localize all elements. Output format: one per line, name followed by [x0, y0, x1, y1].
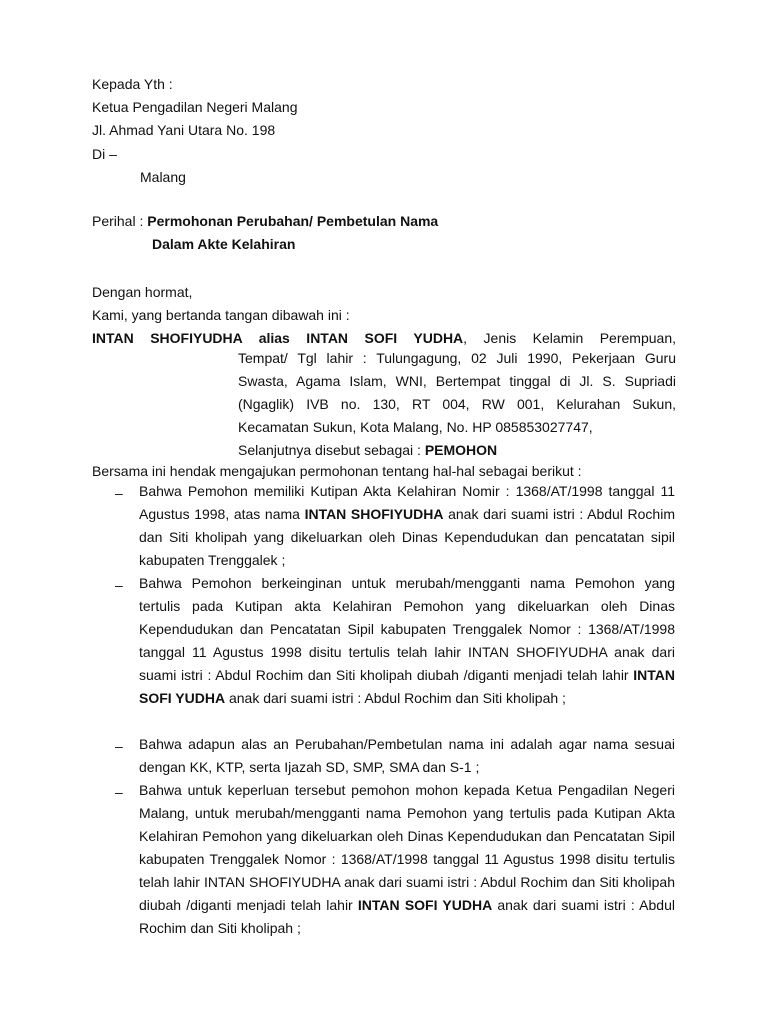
addressee-line-1: Kepada Yth :	[92, 76, 173, 92]
item-text-c: anak dari suami istri : Abdul Rochim dan Siti kholipah ;	[225, 690, 566, 706]
addressee-line-2: Ketua Pengadilan Negeri Malang	[92, 99, 298, 115]
list-item-text	[139, 572, 675, 710]
list-dash: –	[115, 784, 123, 800]
greeting: Dengan hormat,	[92, 284, 193, 300]
list-item-text	[139, 733, 675, 779]
subject-label: Perihal :	[92, 213, 148, 229]
applicant-name-line	[92, 329, 676, 347]
applicant-details	[238, 347, 676, 462]
addressee-line-3: Jl. Ahmad Yani Utara No. 198	[92, 122, 276, 138]
list-item-text	[139, 480, 675, 572]
list-item	[115, 485, 675, 572]
list-dash: –	[115, 485, 123, 501]
applicant-called-prefix: Selanjutnya disebut sebagai :	[238, 442, 425, 458]
list-dash: –	[115, 577, 123, 593]
list-item	[115, 577, 675, 710]
applicant-name: INTAN SHOFIYUDHA alias INTAN SOFI YUDHA	[92, 330, 464, 346]
item-text-bold: INTAN SOFI YUDHA	[357, 897, 493, 913]
item-text-a: Bahwa untuk keperluan tersebut pemohon mohon kepada Ketua Pengadilan Negeri Malang, untuk merubah/mengganti nama Pemohon yang tertulis pada Kutipan Akta Kelahiran Pemohon yang dikeluarkan oleh Dinas Kependudukan dan Pencatatan Sipil kabupaten Trenggalek Nomor : 1368/AT/1998 tanggal 11 Agustus 1998 disitu tertulis telah lahir INTAN SHOFIYUDHA anak dari suami istri : Abdul Rochim dan Siti kholipah diubah /diganti menjadi telah lahir	[139, 782, 675, 913]
subject-title-2: Dalam Akte Kelahiran	[152, 236, 296, 252]
intro-text: Kami, yang bertanda tangan dibawah ini :	[92, 307, 350, 323]
list-item	[115, 738, 675, 779]
subject-line	[92, 212, 438, 230]
item-text-bold: INTAN SOFI YUDHA	[139, 667, 675, 706]
applicant-called: PEMOHON	[424, 442, 498, 458]
applicant-details-text: Tempat/ Tgl lahir : Tulungagung, 02 Juli 1990, Pekerjaan Guru Swasta, Agama Islam, WNI, Bertempat tinggal di Jl. S. Supriadi (Ngaglik) IVB no. 130, RT 004, RW 001, Kelurahan Sukun, Kecamatan Sukun, Kota Malang, No. HP 085853027747,	[238, 350, 676, 435]
request-intro: Bersama ini hendak mengajukan permohonan tentang hal-hal sebagai berikut :	[92, 463, 582, 479]
item-text-a: Bahwa Pemohon memiliki Kutipan Akta Kelahiran Nomir : 1368/AT/1998 tanggal 11 Agustus 1998, atas nama	[139, 483, 675, 522]
item-text-c: anak dari suami istri : Abdul Rochim dan Siti kholipah yang dikeluarkan oleh Dinas Kependudukan dan pencatatan sipil kabupaten Trenggalek ;	[139, 506, 675, 568]
item-text-c: anak dari suami istri : Abdul Rochim dan Siti kholipah ;	[139, 897, 675, 936]
subject-title-1: Permohonan Perubahan/ Pembetulan Nama	[147, 213, 439, 229]
item-text-a: Bahwa Pemohon berkeinginan untuk merubah/mengganti nama Pemohon yang tertulis pada Kutipan akta Kelahiran Pemohon yang dikeluarkan oleh Dinas Kependudukan dan Pencatatan Sipil kabupaten Trenggalek Nomor : 1368/AT/1998 tanggal 11 Agustus 1998 disitu tertulis telah lahir INTAN SHOFIYUDHA anak dari suami istri : Abdul Rochim dan Siti kholipah diubah /diganti menjadi telah lahir	[139, 575, 675, 683]
applicant-gender: , Jenis Kelamin Perempuan,	[463, 330, 676, 346]
item-text-bold: INTAN SHOFIYUDHA	[304, 506, 444, 522]
list-dash: –	[115, 738, 123, 754]
list-item-text	[139, 779, 675, 940]
addressee-line-4: Di –	[92, 146, 117, 162]
addressee-city: Malang	[140, 169, 186, 185]
list-item	[115, 784, 675, 940]
item-text-a: Bahwa adapun alas an Perubahan/Pembetulan nama ini adalah agar nama sesuai dengan KK, KTP, serta Ijazah SD, SMP, SMA dan S-1 ;	[139, 736, 675, 775]
